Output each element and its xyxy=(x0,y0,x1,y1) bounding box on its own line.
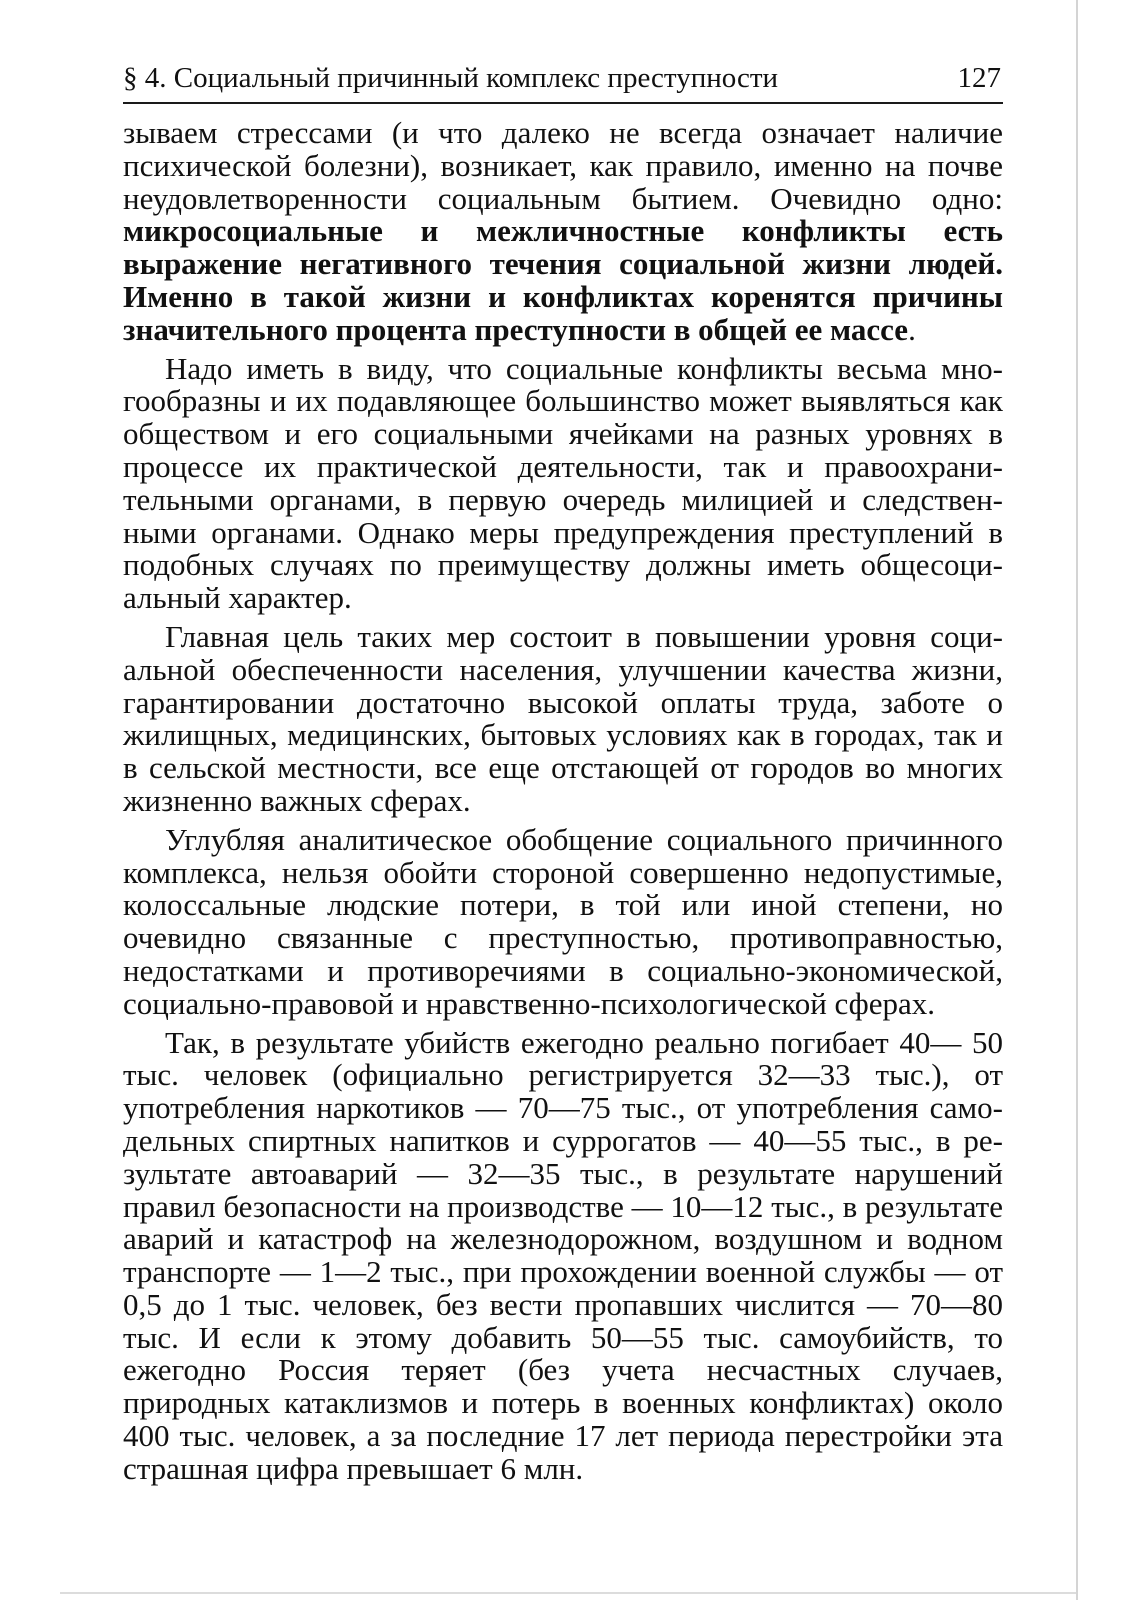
paragraph-lead-text: зываем стрессами (и что далеко не всегда означает наличие психической болезни), возникает, как правило, именно на почве неудовлетворенности социальным бытием. Очевидно одно: xyxy=(123,115,1003,216)
paragraph: Углубляя аналитическое обобщение социального причинного комплекса, нельзя обойти стороной совершенно недопустимые, колоссальные людские потери, в той или иной степени, но очевидно связанные с преступностью, противоправностью, недостатками и противоречиями в социально-экономической, социально-правовой и нравственно-психологической сферах. xyxy=(123,821,1003,1021)
paragraph: Так, в результате убийств ежегодно реально погибает 40— 50 тыс. человек (официально регистрируется 32—33 тыс.), от употребления наркотиков — 70—75 тыс., от употребления самодельных спиртных напитков и суррогатов — 40—55 тыс., в результате автоаварий — 32—35 тыс., в результате нарушений правил безопасности на производстве — 10—12 тыс., в результате аварий и катастроф на железнодорожном, воздушном и водном транспорте — 1—2 тыс., при прохождении военной службы — от 0,5 до 1 тыс. человек, без вести пропавших числится — 70—80 тыс. И если к этому добавить 50—55 тыс. самоубийств, то ежегодно Россия теряет (без учета несчастных случаев, природных катаклизмов и потерь в военных конфликтах) около 400 тыс. человек, а за последние 17 лет периода перестройки эта страшная цифра превышает 6 млн. xyxy=(123,1024,1003,1486)
paragraph-continued xyxy=(123,117,1003,347)
page-edge-bottom xyxy=(60,1592,1076,1594)
paragraph-tail-text: . xyxy=(908,311,916,347)
emphasized-text: микросоциальные и межличностные конфликты есть выражение негативного течения социальной жизни людей. Именно в такой жизни и конфликтах коренятся причины значительного процента преступности в общей ее массе xyxy=(123,213,1003,347)
book-page xyxy=(123,60,1003,1486)
paragraph: Надо иметь в виду, что социальные конфликты весьма многообразны и их подавляющее большинство может выявляться как обществом и его социальными ячейками на разных уровнях в процессе их практической деятельности, так и правоохранительными органами, в первую очередь милицией и следственными органами. Однако меры предупреждения преступлений в подобных случаях по преимуществу должны иметь общесоциальный характер. xyxy=(123,350,1003,616)
body-text xyxy=(123,117,1003,1486)
section-title: § 4. Социальный причинный комплекс преступности xyxy=(123,62,779,94)
running-head xyxy=(123,60,1003,104)
page-edge-right xyxy=(1076,0,1078,1600)
page-number: 127 xyxy=(957,62,1001,94)
paragraph: Главная цель таких мер состоит в повышении уровня социальной обеспеченности населения, улучшении качества жизни, гарантировании достаточно высокой оплаты труда, заботе о жилищных, медицинских, бытовых условиях как в городах, так и в сельской местности, все еще отстающей от городов во многих жизненно важных сферах. xyxy=(123,618,1003,818)
